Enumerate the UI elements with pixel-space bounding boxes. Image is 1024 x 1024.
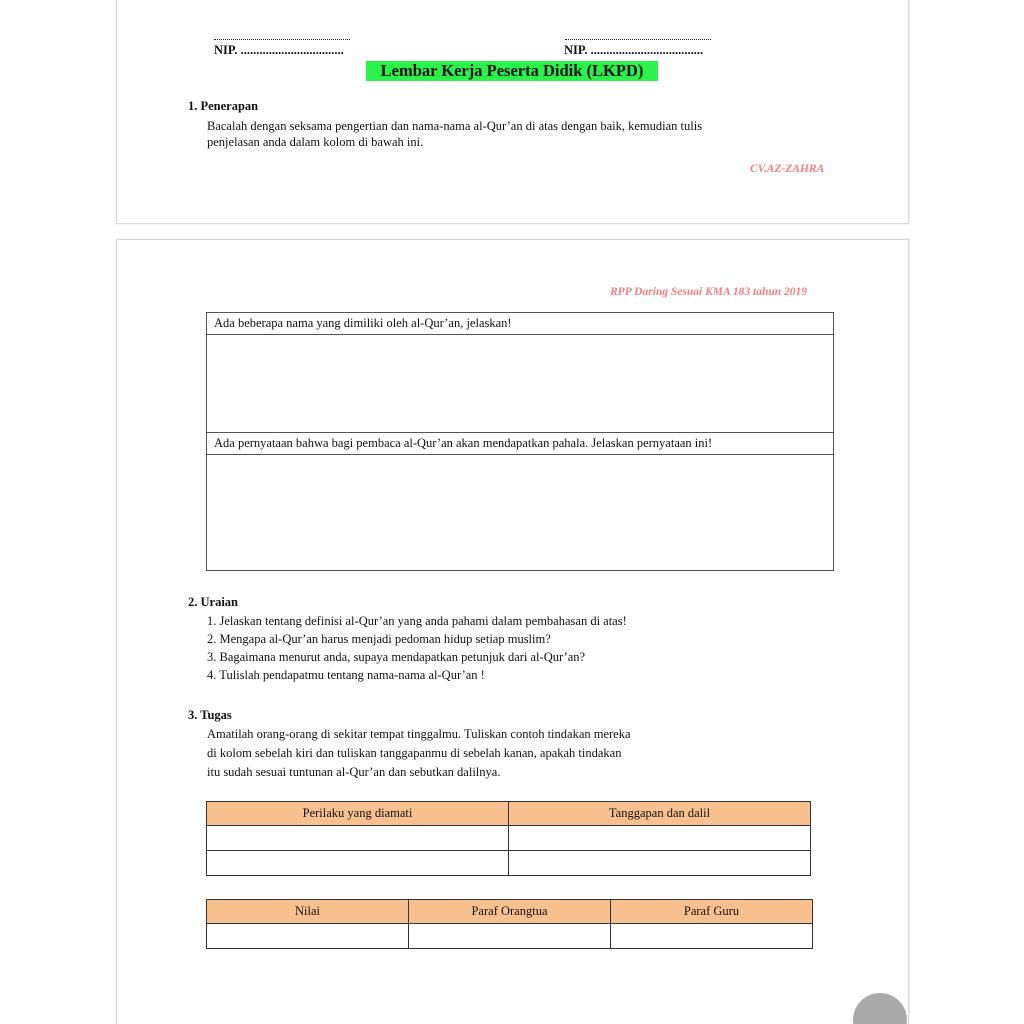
score-cell[interactable]	[409, 924, 611, 949]
task-header-perilaku: Perilaku yang diamati	[207, 802, 509, 826]
nip-right: NIP. ....................................	[564, 43, 704, 57]
watermark-rpp: RPP Daring Sesuai KMA 183 tahun 2019	[610, 286, 808, 298]
answer-2-cell[interactable]	[207, 455, 834, 571]
document-title: Lembar Kerja Peserta Didik (LKPD)	[366, 61, 658, 81]
nip-left: NIP. .................................	[214, 43, 344, 57]
penerapan-instruction-line1: Bacalah dengan seksama pengertian dan nama-nama al-Qur’an di atas dengan baik, kemudian tulis	[207, 119, 703, 133]
score-cell[interactable]	[611, 924, 813, 949]
uraian-item: 1. Jelaskan tentang definisi al-Qur’an yang anda pahami dalam pembahasan di atas!	[207, 614, 627, 628]
score-header-paraf-orangtua: Paraf Orangtua	[409, 900, 611, 924]
uraian-item: 4. Tulislah pendapatmu tentang nama-nama al-Qur’an !	[207, 668, 485, 682]
task-cell[interactable]	[207, 851, 509, 876]
task-header-tanggapan: Tanggapan dan dalil	[509, 802, 811, 826]
uraian-item: 2. Mengapa al-Qur’an harus menjadi pedoman hidup setiap muslim?	[207, 632, 551, 646]
task-cell[interactable]	[509, 851, 811, 876]
task-cell[interactable]	[207, 826, 509, 851]
section-uraian-heading: 2. Uraian	[188, 595, 238, 609]
answer-1-cell[interactable]	[207, 335, 834, 433]
score-header-paraf-guru: Paraf Guru	[611, 900, 813, 924]
score-header-nilai: Nilai	[207, 900, 409, 924]
question-2-cell: Ada pernyataan bahwa bagi pembaca al-Qur’an akan mendapatkan pahala. Jelaskan pernyataan ini!	[207, 433, 834, 455]
tugas-line1: Amatilah orang-orang di sekitar tempat tinggalmu. Tuliskan contoh tindakan mereka	[207, 727, 631, 741]
penerapan-instruction-line2: penjelasan anda dalam kolom di bawah ini.	[207, 135, 424, 149]
score-cell[interactable]	[207, 924, 409, 949]
section-tugas-heading: 3. Tugas	[188, 708, 232, 722]
tugas-line2: di kolom sebelah kiri dan tuliskan tanggapanmu di sebelah kanan, apakah tindakan	[207, 746, 622, 760]
question-table	[206, 312, 834, 571]
uraian-item: 3. Bagaimana menurut anda, supaya mendapatkan petunjuk dari al-Qur’an?	[207, 650, 586, 664]
section-penerapan-heading: 1. Penerapan	[188, 99, 259, 113]
tugas-line3: itu sudah sesuai tuntunan al-Qur’an dan sebutkan dalilnya.	[207, 765, 501, 779]
signature-line-left	[214, 39, 350, 40]
watermark-publisher: CV.AZ-ZAHRA	[750, 163, 825, 175]
uraian-list	[207, 612, 627, 684]
score-table	[206, 899, 813, 949]
question-1-cell: Ada beberapa nama yang dimiliki oleh al-Qur’an, jelaskan!	[207, 313, 834, 335]
signature-line-right	[565, 39, 711, 40]
task-cell[interactable]	[509, 826, 811, 851]
task-table	[206, 801, 811, 876]
